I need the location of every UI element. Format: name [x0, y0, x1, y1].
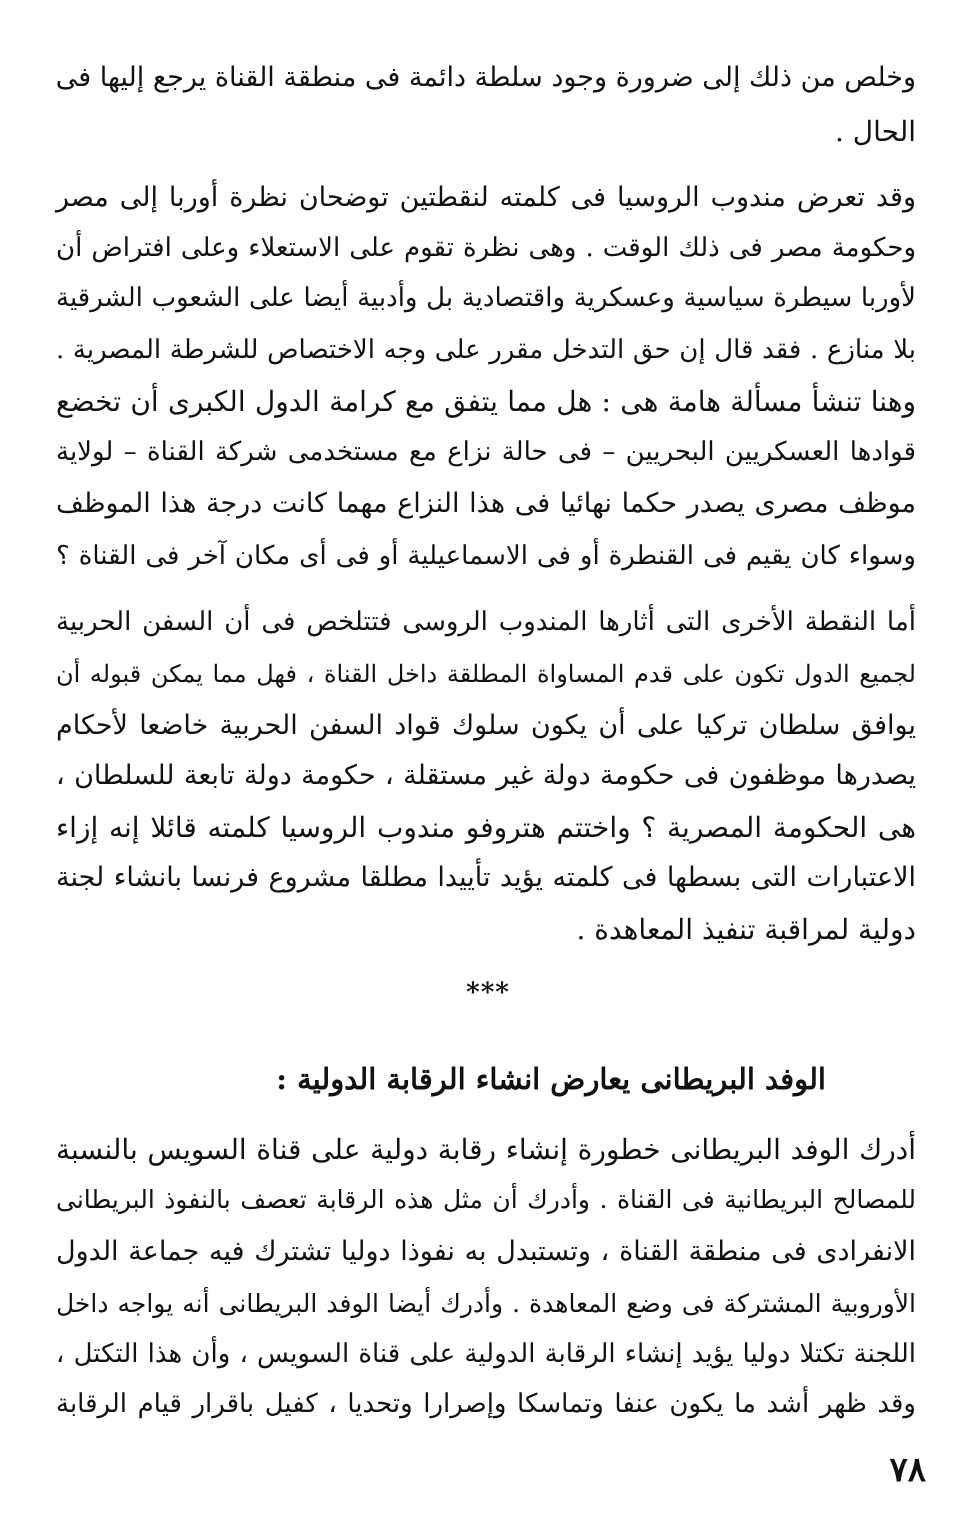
section-separator: ***	[466, 978, 510, 1008]
text-line: أما النقطة الأخرى التى أثارها المندوب الروسى فتتلخص فى أن السفن الحربية	[56, 607, 916, 637]
text-line: للمصالح البريطانية فى القناة . وأدرك أن مثل هذه الرقابة تعصف بالنفوذ البريطانى	[56, 1185, 916, 1214]
text-line: الانفرادى فى منطقة القناة ، وتستبدل به نفوذا دوليا تشترك فيه جماعة الدول	[56, 1236, 916, 1267]
text-line: لجميع الدول تكون على قدم المساواة المطلقة داخل القناة ، فهل مما يمكن قبوله أن	[56, 660, 916, 688]
text-line: وقد ظهر أشد ما يكون عنفا وتماسكا وإصرارا وتحديا ، كفيل باقرار قيام الرقابة	[56, 1389, 916, 1419]
text-line: بلا منازع . فقد قال إن حق التدخل مقرر على وجه الاختصاص للشرطة المصرية .	[56, 335, 916, 365]
text-line: وخلص من ذلك إلى ضرورة وجود سلطة دائمة فى منطقة القناة يرجع إليها فى	[55, 62, 916, 93]
text-line: وقد تعرض مندوب الروسيا فى كلمته لنقطتين توضحان نظرة أوربا إلى مصر	[56, 182, 916, 213]
text-line: وحكومة مصر فى ذلك الوقت . وهى نظرة تقوم على الاستعلاء وعلى افتراض أن	[56, 233, 916, 263]
page-number: ٧٨	[889, 1450, 926, 1490]
text-line: لأوربا سيطرة سياسية وعسكرية واقتصادية بل وأدبية أيضا على الشعوب الشرقية	[56, 283, 916, 313]
text-line: أدرك الوفد البريطانى خطورة إنشاء رقابة دولية على قناة السويس بالنسبة	[56, 1133, 916, 1166]
text-line: الاعتبارات التى بسطها فى كلمته يؤيد تأييدا مطلقا مشروع فرنسا بانشاء لجنة	[56, 862, 916, 893]
text-line: الحال .	[834, 115, 916, 148]
text-line: دولية لمراقبة تنفيذ المعاهدة .	[576, 913, 916, 946]
section-heading: الوفد البريطانى يعارض انشاء الرقابة الدولية :	[276, 1062, 826, 1096]
text-line: قوادها العسكريين البحريين – فى حالة نزاع مع مستخدمى شركة القناة – لولاية	[56, 437, 916, 467]
text-line: الأوروبية المشتركة فى وضع المعاهدة . وأدرك أيضا الوفد البريطانى أنه يواجه داخل	[56, 1289, 916, 1318]
text-line: وهنا تنشأ مسألة هامة هى : هل مما يتفق مع كرامة الدول الكبرى أن تخضع	[56, 385, 916, 418]
text-line: يوافق سلطان تركيا على أن يكون سلوك قواد السفن الحربية خاضعا لأحكام	[56, 710, 916, 741]
text-line: يصدرها موظفون فى حكومة دولة غير مستقلة ، حكومة دولة تابعة للسلطان ،	[56, 760, 916, 791]
text-line: موظف مصرى يصدر حكما نهائيا فى هذا النزاع مهما كانت درجة هذا الموظف	[56, 488, 916, 519]
text-line: هى الحكومة المصرية ؟ واختتم هتروفو مندوب الروسيا كلمته قائلا إنه إزاء	[56, 811, 916, 844]
text-line: اللجنة تكتلا دوليا يؤيد إنشاء الرقابة الدولية على قناة السويس ، وأن هذا التكتل ،	[56, 1339, 916, 1369]
text-line: وسواء كان يقيم فى القنطرة أو فى الاسماعيلية أو فى أى مكان آخر فى القناة ؟	[56, 541, 916, 571]
